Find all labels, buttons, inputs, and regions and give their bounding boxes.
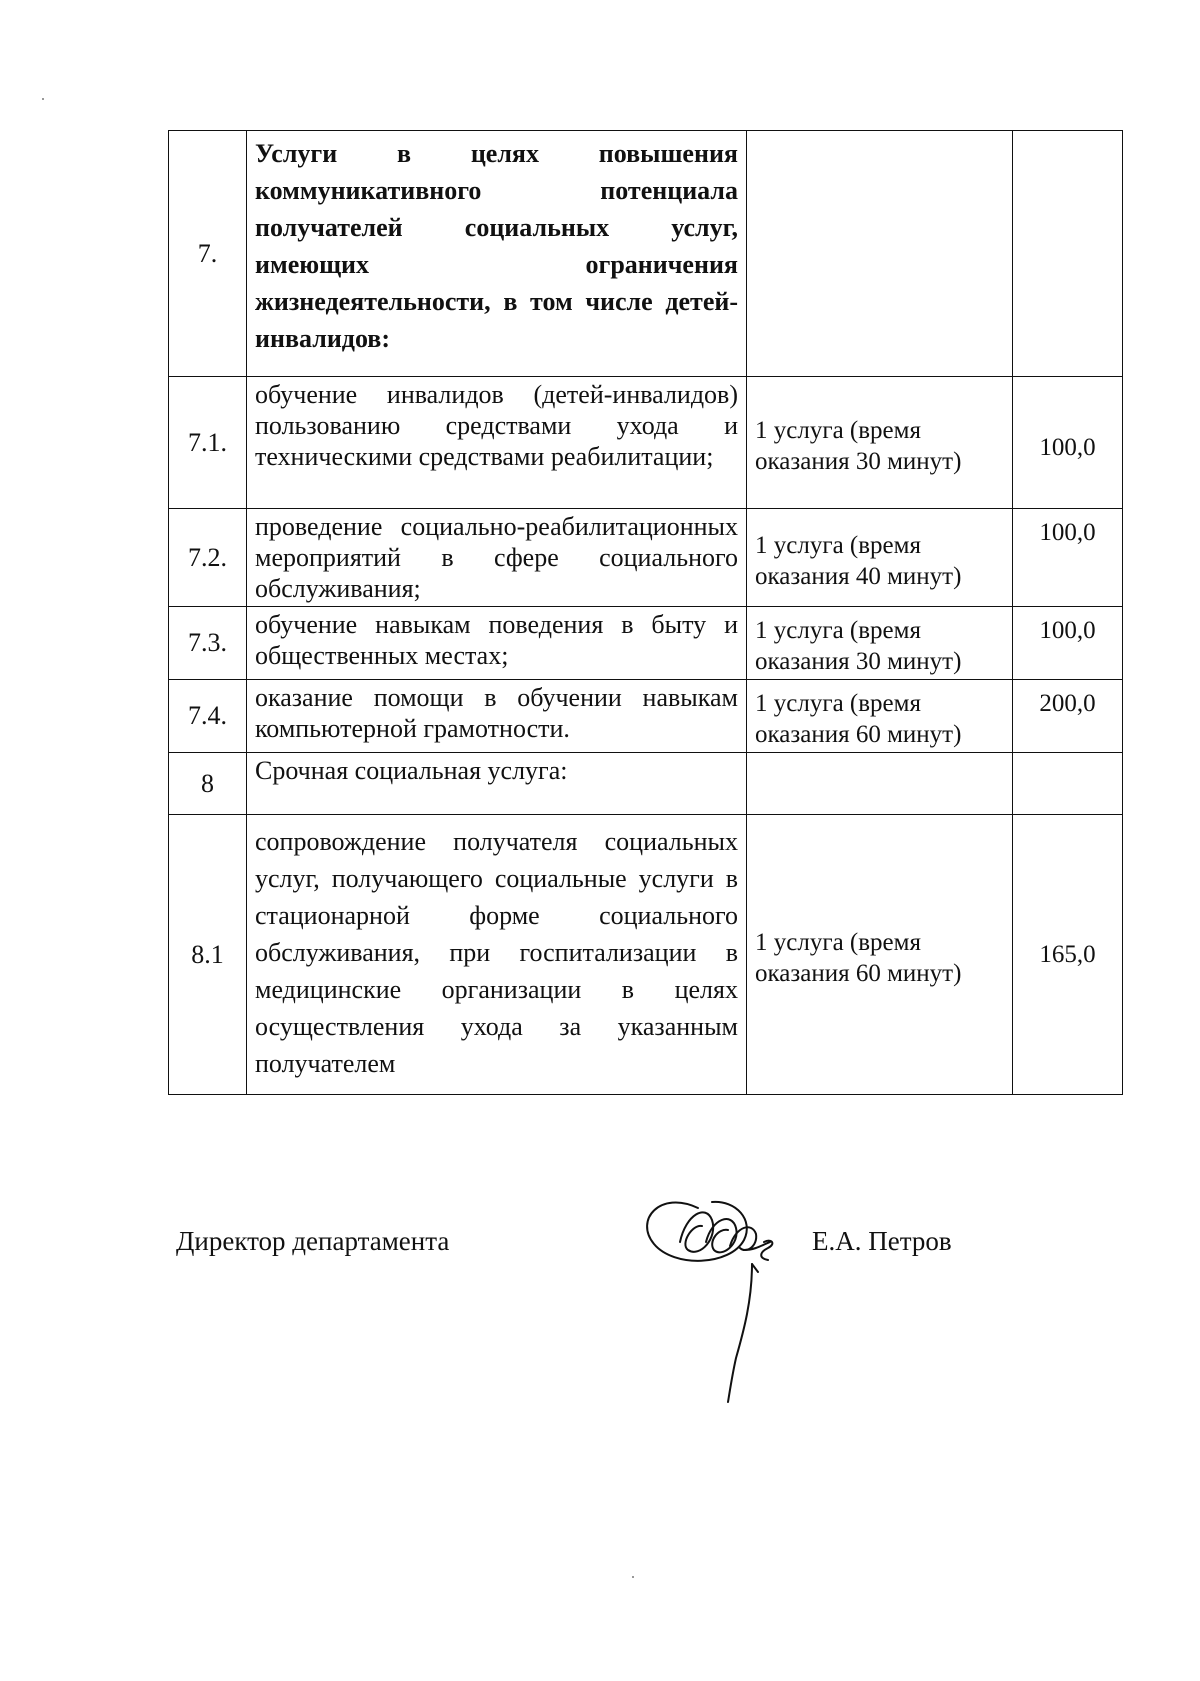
row-number: 7.2. (169, 509, 247, 607)
row-description: Срочная социальная услуга: (247, 753, 747, 815)
row-number: 8.1 (169, 815, 247, 1095)
signer-name: Е.А. Петров (812, 1226, 952, 1256)
handwritten-signature (640, 1180, 810, 1410)
signer-position: Директор департамента (176, 1226, 450, 1256)
table-row (169, 377, 1123, 509)
row-description: сопровождение получателя социальных услуг, получающего социальные услуги в стационарной форме социального обслуживания, при госпитализации в медицинские организации в целях осуществления ухода за указанным получателем (247, 815, 747, 1095)
row-value: 100,0 (1013, 377, 1123, 509)
row-value (1013, 753, 1123, 815)
row-unit: 1 услуга (время оказания 60 минут) (747, 815, 1013, 1095)
row-number: 7. (169, 131, 247, 377)
row-description: оказание помощи в обучении навыкам компьютерной грамотности. (247, 680, 747, 753)
row-unit: 1 услуга (время оказания 60 минут) (747, 680, 1013, 753)
row-unit: 1 услуга (время оказания 40 минут) (747, 509, 1013, 607)
row-value: 100,0 (1013, 607, 1123, 680)
row-description: обучение инвалидов (детей-инвалидов) пользованию средствами ухода и техническими средствами реабилитации; (247, 377, 747, 509)
row-unit (747, 131, 1013, 377)
row-description: обучение навыкам поведения в быту и общественных местах; (247, 607, 747, 680)
table-row (169, 815, 1123, 1095)
table-row (169, 131, 1123, 377)
table-row (169, 607, 1123, 680)
table-row (169, 509, 1123, 607)
row-number: 7.4. (169, 680, 247, 753)
row-number: 7.1. (169, 377, 247, 509)
table-row (169, 753, 1123, 815)
row-value: 165,0 (1013, 815, 1123, 1095)
scan-speck (42, 98, 44, 100)
scan-speck (632, 1576, 634, 1578)
row-unit (747, 753, 1013, 815)
row-value (1013, 131, 1123, 377)
row-unit: 1 услуга (время оказания 30 минут) (747, 377, 1013, 509)
row-number: 7.3. (169, 607, 247, 680)
row-value: 200,0 (1013, 680, 1123, 753)
table-row (169, 680, 1123, 753)
row-value: 100,0 (1013, 509, 1123, 607)
row-number: 8 (169, 753, 247, 815)
services-table (168, 130, 1123, 1095)
row-unit: 1 услуга (время оказания 30 минут) (747, 607, 1013, 680)
row-description: проведение социально-реабилитационных мероприятий в сфере социального обслуживания; (247, 509, 747, 607)
row-description: Услуги в целях повышения коммуникативного потенциала получателей социальных услуг, имеющих ограничения жизнедеятельности, в том числе детей-инвалидов: (247, 131, 747, 377)
